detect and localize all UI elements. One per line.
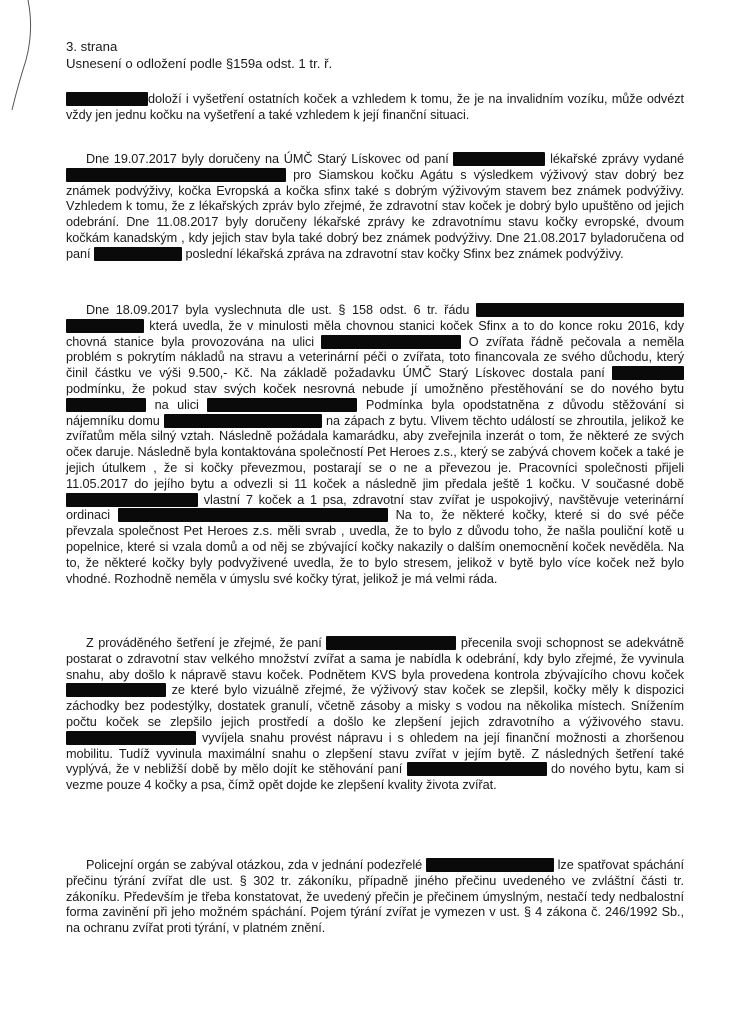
- scan-edge-mark: [8, 0, 48, 110]
- paragraph-text: poslední lékařská zpráva na zdravotní stav kočky Sfinx bez známek podvýživy.: [181, 246, 624, 261]
- redaction-block: [453, 152, 545, 166]
- redaction-block: [66, 398, 146, 412]
- redaction-block: [94, 247, 182, 261]
- paragraph-text: Na to, že některé kočky, které si do své péče převzala společnost Pet Heroes z.s. měli svrab , uvedla, že to bylo z důvodu toho, že našla pouliční kotě u popelnice, které si vzala domů a od něj se zbývající kočky nakazily o dalším onemocnění koček nevěděla. Na to, že některé kočky byly podvyživené uvedla, že to bylo stresem, jelikož v bytě bylo více koček než bylo vhodné. Rozhodně neměla v úmyslu své kočky týrat, jelikož je má velmi ráda.: [66, 508, 684, 586]
- page-header: [66, 38, 332, 72]
- redaction-block: [66, 683, 166, 697]
- paragraph-text: vlastní 7 koček a 1 psa, zdravotní stav zvířat je uspokojivý, navštěvuje veterinární ordinaci: [66, 492, 684, 523]
- paragraph-text: pro Siamskou kočku Agátu s výsledkem výživový stav dobrý bez známek podvýživy, kočka Evropská a kočka sfinx také s dobrým výživovým stavem bez známek podvýživy. Vzhledem k tomu, že z lékařských zpráv bylo zřejmé, že zdravotní stav koček je dobrý bylo upuštěno od jejich odebrání. Dne 11.08.2017 byly doručeny lékařské zprávy ke zdravotnímu stavu kočky evropské, dvoum kočkám kanadským , kdy jejich stav byla také dobrý bez známek podvýživy. Dne 21.08.2017 byladoručena od paní: [66, 167, 684, 261]
- redaction-block: [426, 858, 554, 872]
- paragraph-text: O zvířata řádně pečovala a neměla problém s pokrytím nákladů na stravu a veterinární péči o zvířata, toto financovala ze svého důchodu, který činil částku ve výši 9.500,- Kč. Na základě požadavku ÚMČ Starý Lískovec dostala paní: [66, 334, 684, 381]
- paragraph-text: vyvíjela snahu provést nápravu i s ohledem na její finanční možnosti a zhoršenou mobilitu. Tudíž vyvinula maximální snahu o zlepšení stavu zvířat v jejím bytě. Z následných šetření také vyplývá, že v nebližší době by mělo dojít ke stěhování paní: [66, 730, 684, 777]
- paragraph-text: která uvedla, že v minulosti měla chovnou stanici koček Sfinx a to do konce roku 2016, kdy chovná stanice byla provozována na ulici: [66, 318, 684, 349]
- redaction-block: [66, 731, 196, 745]
- paragraph-text: do nového bytu, kam si vezme pouze 4 kočky a psa, čímž opět dojde ke zlepšení kvality života zvířat.: [66, 762, 684, 793]
- paragraph: [66, 303, 684, 587]
- paragraph-text: lékařské zprávy vydané: [545, 152, 684, 166]
- redaction-block: [612, 366, 684, 380]
- redaction-block: [66, 168, 286, 182]
- paragraph-text: Dne 19.07.2017 byly doručeny na ÚMČ Starý Lískovec od paní: [86, 152, 454, 166]
- document-title: Usnesení o odložení podle §159a odst. 1 tr. ř.: [66, 56, 333, 71]
- paragraph-text: přecenila svoji schopnost se adekvátně postarat o zdravotní stav velkého množství zvířat a sama je nabídla k odebrání, kdy bylo zřejmé, že vyvinula snahu, aby došlo k nápravě stavu koček. Podnětem KVS byla provedena kontrola zbývajícího chovu koček: [66, 636, 684, 682]
- redaction-block: [118, 508, 388, 522]
- paragraph-text: podmínku, že pokud stav svých koček nesrovná nebude jí umožněno přestěhování se do nového bytu: [66, 381, 684, 396]
- paragraph-text: Dne 18.09.2017 byla vyslechnuta dle ust. § 158 odst. 6 tr. řádu: [86, 303, 476, 317]
- paragraph-text: Podmínka byla opodstatněna z důvodu stěžování si nájemníku domu: [66, 397, 684, 428]
- redaction-block: [407, 762, 547, 776]
- redaction-block: [164, 414, 322, 428]
- page-number: 3. strana: [66, 39, 118, 54]
- paragraph-text: ze které bylo vizuálně zřejmé, že výživový stav koček se zlepšil, kočky měly k dispozici záchodky bez podestýlky, dostatek granulí, včetně zásoby a misky s vodou na několika místech. Snížením počtu koček se zlepšilo jejich prostředí a došlo ke zlepšení jejich zdravotního a výživového stavu.: [66, 683, 684, 729]
- redaction-block: [476, 303, 684, 317]
- redaction-block: [66, 92, 148, 106]
- paragraph: [66, 92, 684, 124]
- paragraph-text: doloží i vyšetření ostatních koček a vzhledem k tomu, že je na invalidním vozíku, může odvézt vždy jen jednu kočku na vyšetření a také vzhledem k její finanční situaci.: [66, 92, 684, 122]
- paragraph: [66, 858, 684, 937]
- paragraph-text: Z prováděného šetření je zřejmé, že paní: [86, 636, 327, 650]
- paragraph-text: lze spatřovat spáchání přečinu týrání zvířat dle ust. § 302 tr. zákoníku, případně jiného přečinu uvedeného ve zvláštní části tr. zákoníku. Především je třeba konstatovat, že uvedený přečin je přečinem úmyslným, nestačí tedy nedbalostní forma zavinění při jeho možném spáchání. Pojem týrání zvířat je vymezen v ust. § 4 zákona č. 246/1992 Sb., na ochranu zvířat proti týrání, v platném znění.: [66, 858, 684, 936]
- paragraph-text: na ulici: [146, 397, 208, 412]
- paragraph: [66, 152, 684, 263]
- redaction-block: [326, 636, 456, 650]
- paragraph: [66, 636, 684, 794]
- redaction-block: [321, 335, 461, 349]
- redaction-block: [207, 398, 357, 412]
- redaction-block: [66, 493, 198, 507]
- paragraph-text: na zápach z bytu. Vlivem těchto událostí se zhroutila, jelikož ke zvířatům měla silný vztah. Následně požádala kamarádku, aby zveřejnila inzerát o tom, že některé ze svých očeк daruje. Následně byla kontaktována společností Pet Heroes z.s., který se zabývá chovem koček a také je jejich útulkem , že si kočky převezmou, postarají se o ne a převezou je. Pracovníci společnosti přijeli 11.05.2017 do jejího bytu a odvezli si 11 koček a následně jim předala ještě 1 kočku. V současné době: [66, 413, 684, 491]
- paragraph-text: Policejní orgán se zabýval otázkou, zda v jednání podezřelé: [86, 858, 426, 872]
- redaction-block: [66, 319, 144, 333]
